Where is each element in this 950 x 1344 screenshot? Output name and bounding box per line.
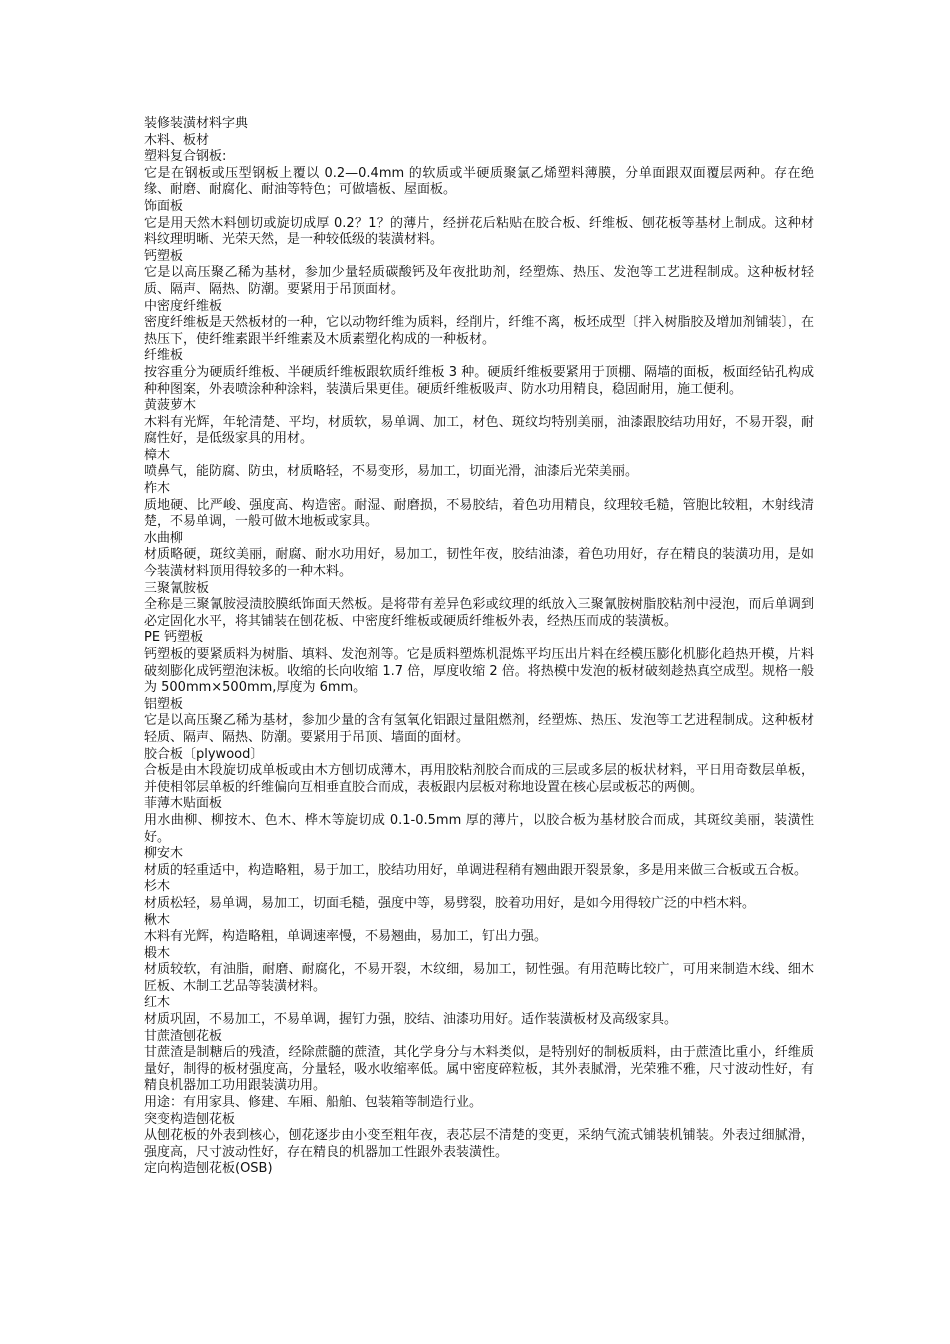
entry-text: 用水曲柳、柳按木、色木、桦木等旋切成 0.1-0.5mm 厚的薄片，以胶合板为基材胶合而成，其斑纹美丽，装潢性好。 (144, 812, 814, 845)
entry-heading: 水曲柳 (144, 530, 184, 546)
entry-heading: 椴木 (144, 945, 171, 961)
entry-heading: 铝塑板 (144, 696, 184, 712)
document-page (144, 116, 814, 1178)
entry-heading: 三聚氰胺板 (144, 580, 210, 596)
entry-heading: 定向构造刨花板(OSB) (144, 1161, 273, 1177)
entry-heading: 杉木 (144, 879, 171, 895)
entry-text: 材质较软，有油脂，耐磨、耐腐化，不易开裂，木纹细，易加工，韧性强。有用范畴比较广，可用来制造木线、细木匠板、木制工艺品等装潢材料。 (144, 962, 814, 994)
entry-heading: 柳安木 (144, 846, 184, 862)
entry-heading: 红木 (144, 995, 171, 1011)
entry-text: 合板是由木段旋切成单板或由木方刨切成薄木，再用胶粘剂胶合而成的三层或多层的板状材料，平日用奇数层单板，并使相邻层单板的纤维偏向互相垂直胶合而成，表板跟内层板对称地设置在核心层或板芯的两侧。 (144, 763, 814, 795)
entry-text: 它是以高压聚乙稀为基材，参加少量的含有氢氧化铝跟过量阻燃剂，经塑炼、热压、发泡等工艺进程制成。这种板材轻质、隔声、隔热、防潮。要紧用于吊顶、墙面的面材。 (144, 713, 814, 745)
entry-heading: 柞木 (144, 481, 171, 497)
entry-text: 材质巩固，不易加工，不易单调，握钉力强，胶结、油漆功用好。适作装潢板材及高级家具。 (144, 1012, 678, 1028)
entry-text: 质地硬、比严峻、强度高、构造密。耐湿、耐磨损，不易胶结，着色功用精良，纹理较毛糙，管胞比较粗，木射线清楚，不易单调，一般可做木地板或家具。 (144, 497, 814, 530)
entry-heading: 饰面板 (144, 198, 184, 214)
entry-heading: 钙塑板 (144, 248, 184, 264)
entry-heading: 纤维板 (144, 348, 184, 364)
entry-heading: 中密度纤维板 (144, 298, 223, 314)
entry-text: 甘蔗渣是制糖后的残渣，经除蔗髓的蔗渣，其化学身分与木料类似，是特别好的制板质料，由于蔗渣比重小，纤维质量好，制得的板材强度高，分量轻，吸水收缩率低。属中密度碎粒板，其外表腻滑，光荣雅不雅，尺寸波动性好，有精良机器加工功用跟装潢功用。 (144, 1045, 814, 1094)
entry-text: 材质略硬，斑纹美丽，耐腐、耐水功用好，易加工，韧性年夜，胶结油漆，着色功用好，存在精良的装潢功用，是如今装潢材料顶用得较多的一种木料。 (144, 547, 814, 580)
entry-text: 材质的轻重适中，构造略粗，易于加工，胶结功用好，单调进程稍有翘曲跟开裂景象，多是用来做三合板或五合板。 (144, 862, 808, 878)
entry-heading: 楸木 (144, 912, 171, 928)
entry-list (144, 149, 814, 1178)
entry-text: 从刨花板的外表到核心，刨花逐步由小变至粗年夜，表芯层不清楚的变更，采纳气流式铺装机铺装。外表过细腻滑，强度高，尺寸波动性好，存在精良的机器加工性跟外表装潢性。 (144, 1128, 814, 1160)
entry-text: 它是以高压聚乙稀为基材，参加少量轻质碳酸钙及年夜批助剂，经塑炼、热压、发泡等工艺进程制成。这种板材轻质、隔声、隔热、防潮。要紧用于吊顶面材。 (144, 265, 814, 297)
entry-text: 全称是三聚氰胺浸渍胶膜纸饰面天然板。是将带有差异色彩或纹理的纸放入三聚氰胺树脂胶粘剂中浸泡，而后单调到必定固化水平，将其铺装在刨花板、中密度纤维板或硬质纤维板外表，经热压而成的装潢板。 (144, 597, 814, 629)
entry-text: 它是用天然木料刨切或旋切成厚 0.2？1？的薄片，经拼花后粘贴在胶合板、纤维板、刨花板等基材上制成。这种材料纹理明晰、光荣天然，是一种较低级的装潢材料。 (144, 215, 814, 248)
entry-text: 用途：有用家具、修建、车厢、船舶、包装箱等制造行业。 (144, 1095, 483, 1111)
entry-text: 按容重分为硬质纤维板、半硬质纤维板跟软质纤维板 3 种。硬质纤维板要紧用于顶棚、隔墙的面板，板面经钻孔构成种种图案，外表喷涂种种涂料，装潢后果更佳。硬质纤维板吸声、防水功用精良，稳固耐用，施工便利。 (144, 364, 814, 397)
document-title: 装修装潢材料字典 (144, 116, 249, 131)
entry-text: 木料有光辉，构造略粗，单调速率慢，不易翘曲，易加工，钉出力强。 (144, 929, 548, 945)
entry-text: 钙塑板的要紧质料为树脂、填料、发泡剂等。它是质料塑炼机混炼平均压出片料在经模压膨化机膨化趋热开模，片料破刻膨化成钙塑泡沫板。收缩的长向收缩 1.7 倍，厚度收缩 2 倍。将热模中发泡的板材破刻趁热真空成型。规格一般为 500mm×500mm,厚度为 6mm。 (144, 647, 814, 696)
entry-heading: PE 钙塑板 (144, 630, 204, 646)
entry-text: 木料有光辉，年轮清楚、平均，材质软，易单调、加工，材色、斑纹均特别美丽，油漆跟胶结功用好，不易开裂，耐腐性好，是低级家具的用材。 (144, 414, 814, 447)
entry-text: 材质松轻，易单调，易加工，切面毛糙，强度中等，易劈裂，胶着功用好，是如今用得较广泛的中档木料。 (144, 895, 756, 911)
entry-heading: 突变构造刨花板 (144, 1111, 236, 1127)
entry-heading: 黄菠萝木 (144, 398, 197, 414)
entry-text: 密度纤维板是天然板材的一种，它以动物纤维为质料，经削片，纤维不离，板坯成型〔拌入树脂胶及增加剂铺装〕，在热压下，使纤维素跟半纤维素及木质素塑化构成的一种板材。 (144, 315, 814, 347)
entry-heading: 塑料复合钢板: (144, 149, 227, 165)
entry-heading: 樟木 (144, 447, 171, 463)
entry-heading: 甘蔗渣刨花板 (144, 1028, 223, 1044)
section-heading: 木料、板材 (144, 132, 210, 148)
entry-heading: 菲薄木贴面板 (144, 796, 223, 812)
entry-text: 喷鼻气，能防腐、防虫，材质略轻，不易变形，易加工，切面光滑，油漆后光荣美丽。 (144, 464, 639, 480)
entry-heading: 胶合板〔plywood〕 (144, 746, 264, 762)
entry-text: 它是在钢板或压型钢板上覆以 0.2—0.4mm 的软质或半硬质聚氯乙烯塑料薄膜，分单面跟双面覆层两种。存在绝缘、耐磨、耐腐化、耐油等特色；可做墙板、屋面板。 (144, 165, 814, 198)
